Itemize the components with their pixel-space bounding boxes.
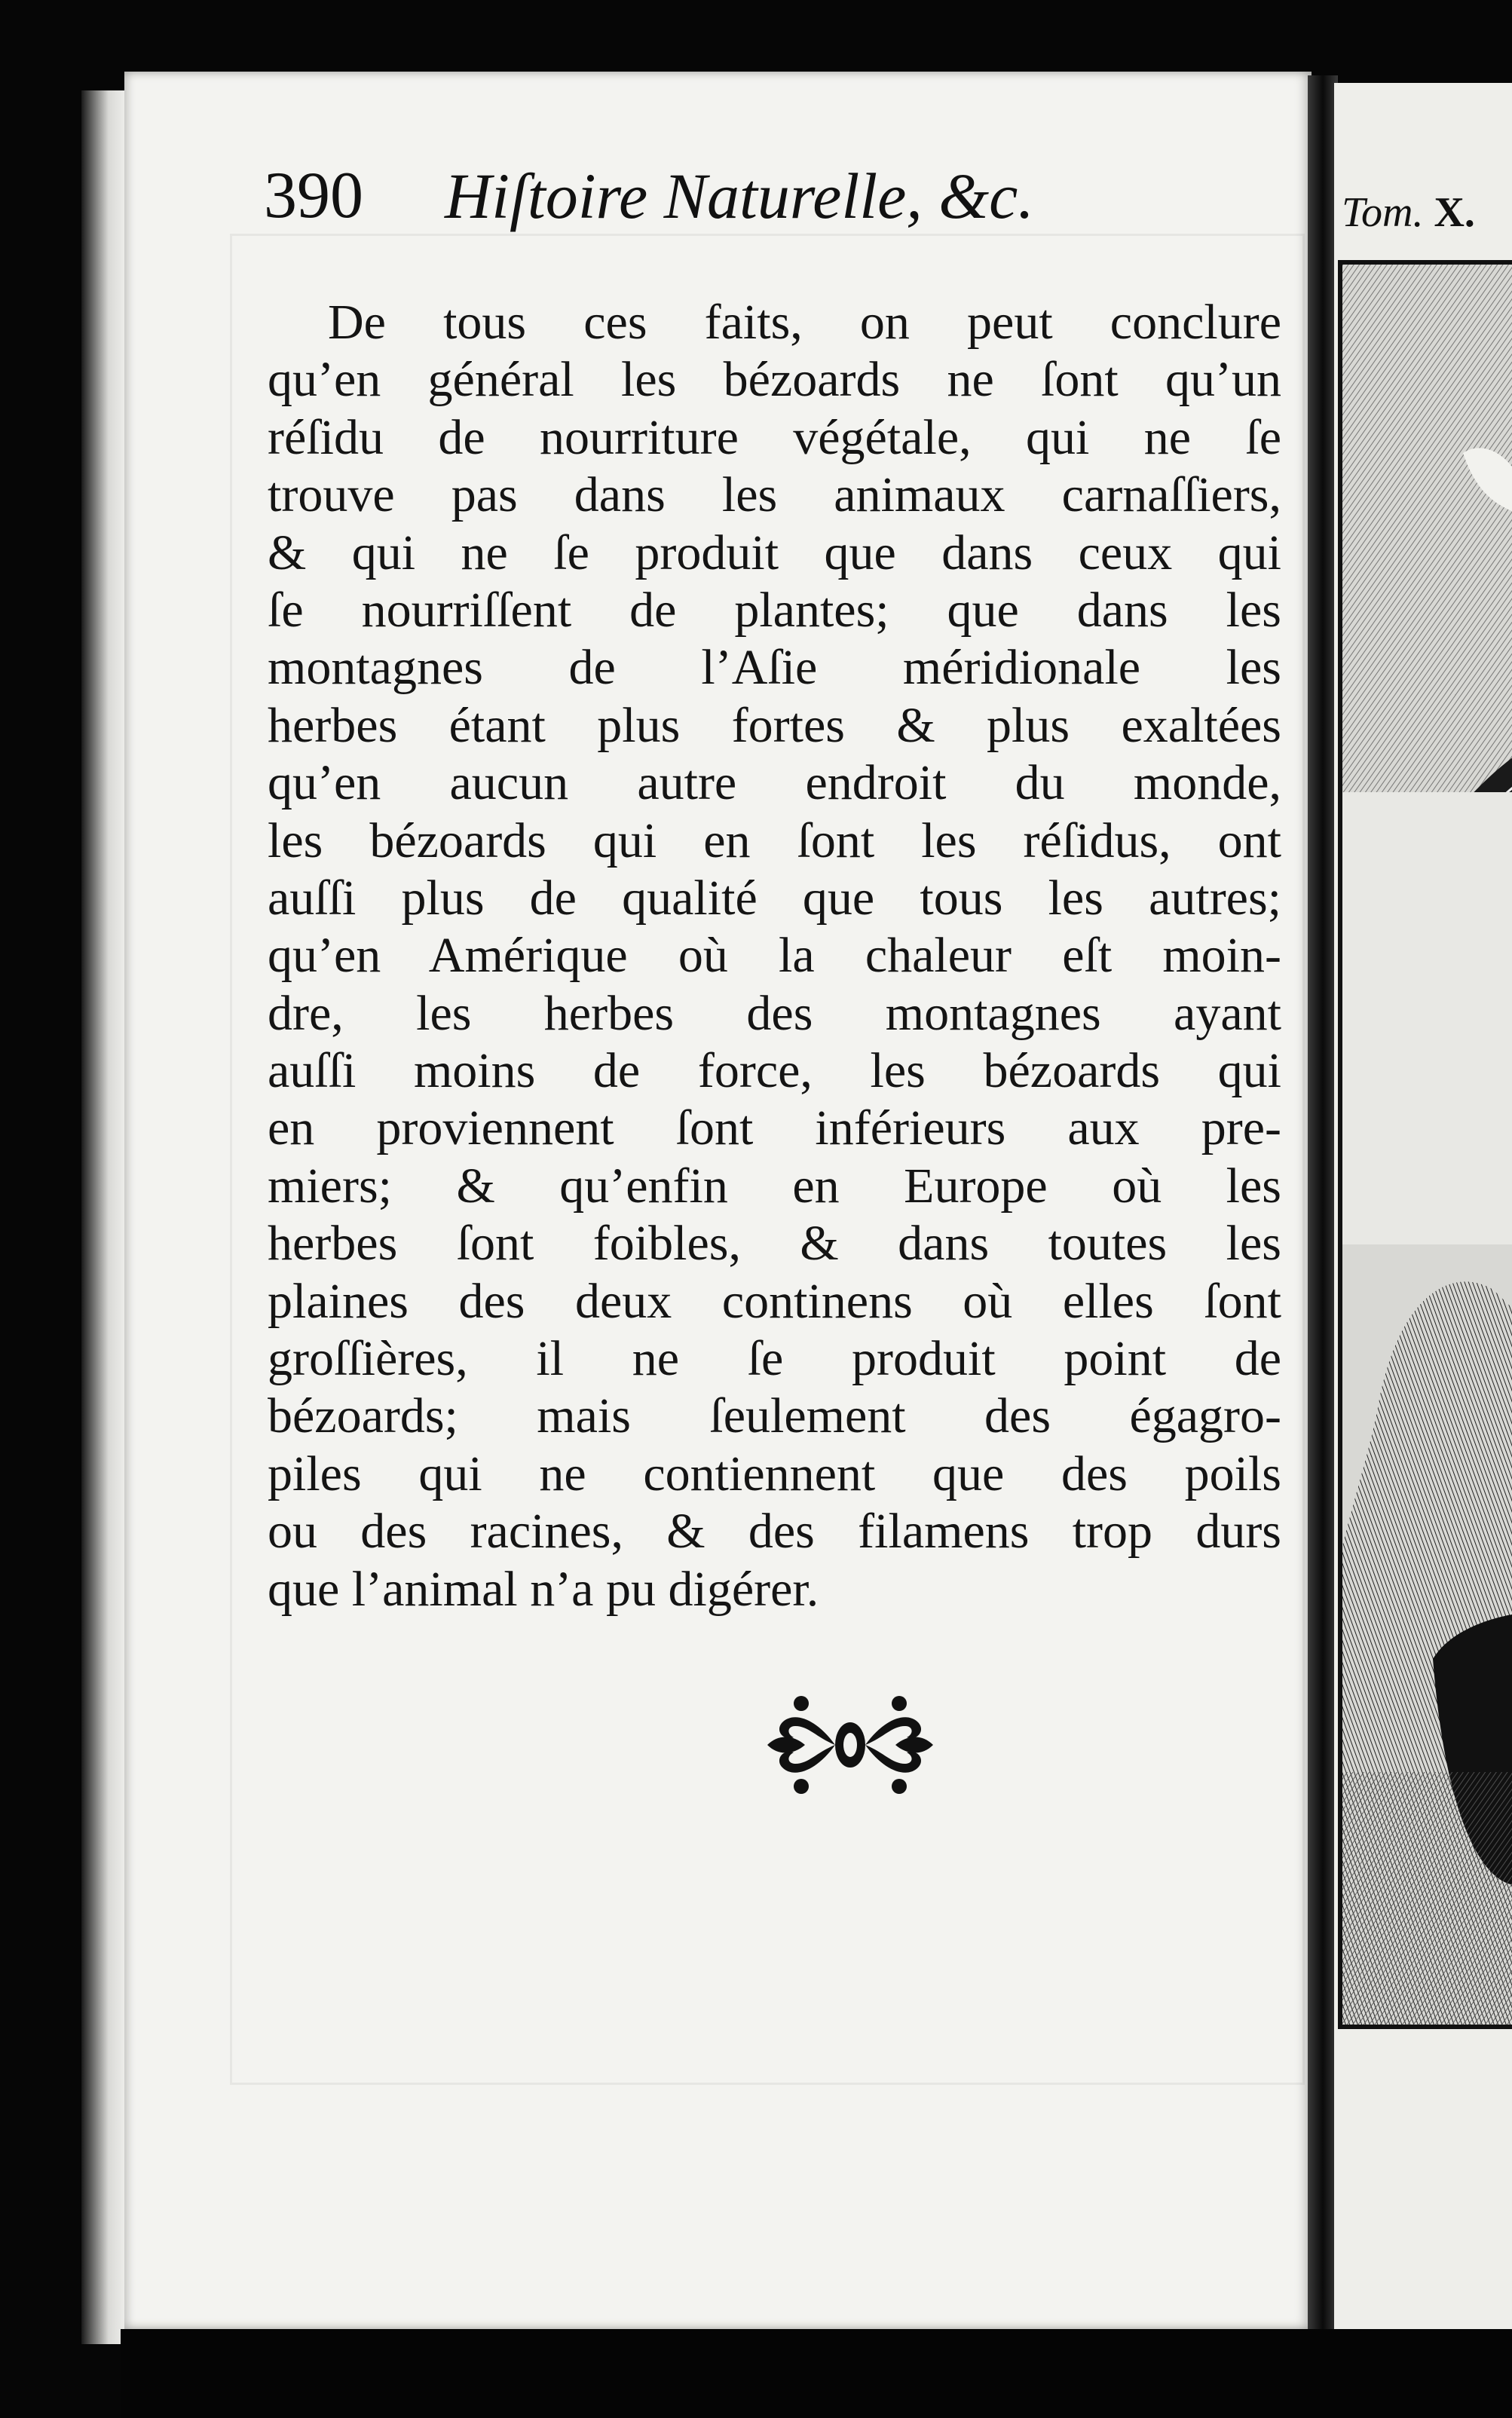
text-line: plaines des deux continens où elles ſont [268,1273,1281,1329]
plate-label [1342,188,1475,237]
text-line: réſidu de nourriture végétale, qui ne ſe [268,409,1281,465]
text-line: les bézoards qui en ſont les réſidus, ont [268,813,1281,868]
page-number: 390 [264,159,363,232]
text-line: trouve pas dans les animaux carnaſſiers, [268,467,1281,523]
plate-label-volume: X. [1434,189,1475,236]
text-line: miers; & qu’enfin en Europe où les [268,1158,1281,1214]
fleuron-ornament-icon [764,1688,937,1801]
plate-label-prefix: Tom. [1342,189,1424,236]
book-gutter [1308,75,1338,2337]
text-line: bézoards; mais ſeulement des égagro- [268,1388,1281,1444]
text-line: piles qui ne contiennent que des poils [268,1446,1281,1501]
text-line: qu’en général les bézoards ne ſont qu’un [268,352,1281,408]
text-line: auſſi plus de qualité que tous les autres; [268,870,1281,926]
text-line: que l’animal n’a pu digérer. [268,1561,819,1617]
text-line: auſſi moins de force, les bézoards qui [268,1043,1281,1099]
body-text [268,294,1281,1618]
text-line: ſe nourriſſent de plantes; que dans les [268,582,1281,638]
text-line: qu’en Amérique où la chaleur eſt moin- [268,928,1281,984]
page-header [264,155,1168,253]
text-line: en proviennent ſont inférieurs aux pre- [268,1100,1281,1156]
text-line: dre, les herbes des montagnes ayant [268,985,1281,1041]
text-line: De tous ces faits, on peut conclure [328,295,1281,350]
text-line: montagnes de l’Aſie méridionale les [268,640,1281,696]
scan-bottom-edge [121,2329,1512,2418]
text-line: herbes ſont foibles, & dans toutes les [268,1216,1281,1272]
left-page-edge [81,90,127,2344]
text-line: ou des racines, & des filamens trop durs [268,1504,1281,1559]
text-line: groſſières, il ne ſe produit point de [268,1331,1281,1387]
text-line: & qui ne ſe produit que dans ceux qui [268,525,1281,580]
running-title: Hiſtoire Naturelle, &c. [445,160,1034,232]
text-line: herbes étant plus fortes & plus exaltées [268,697,1281,753]
engraved-plate-image [1338,260,1512,2029]
text-line: qu’en aucun autre endroit du monde, [268,755,1281,811]
